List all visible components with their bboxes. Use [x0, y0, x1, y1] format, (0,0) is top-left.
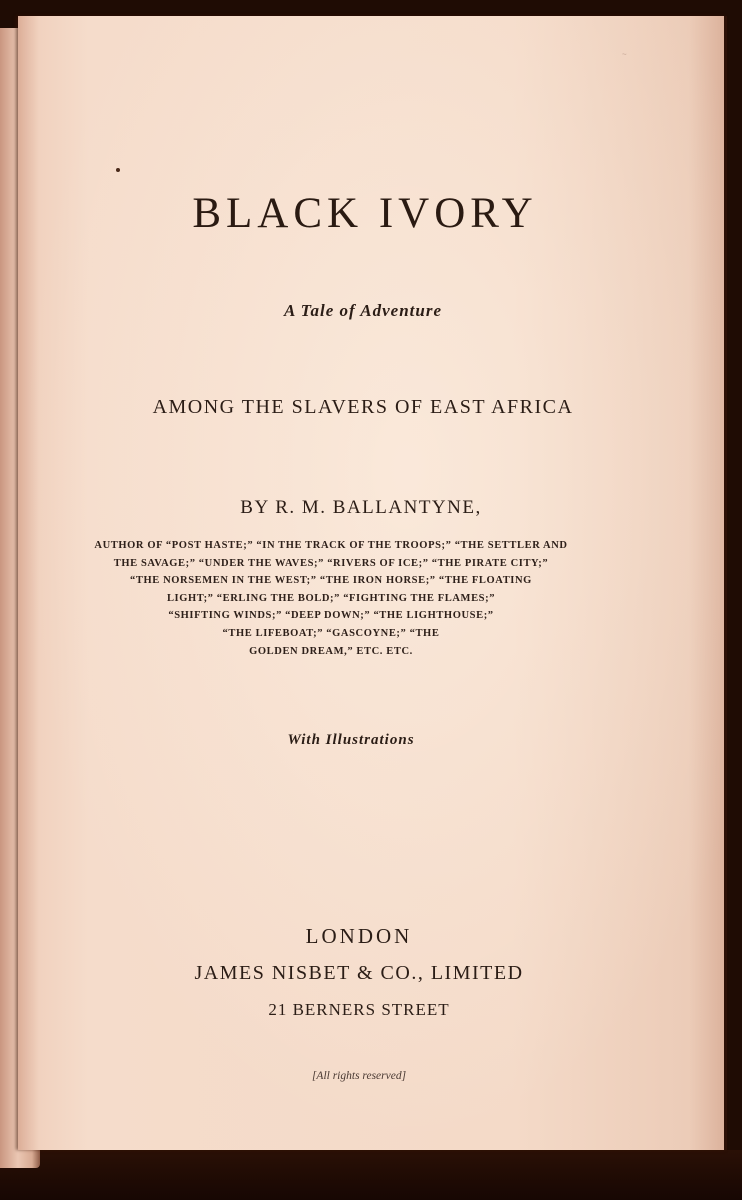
table-background [0, 1150, 742, 1200]
publisher-city: LONDON [305, 924, 413, 948]
publisher-address: 21 BERNERS STREET [268, 1000, 450, 1019]
works-line: AUTHOR OF “POST HASTE;” “IN THE TRACK OF THE TROOPS;” “THE SETTLER AND [94, 540, 568, 551]
book-title: BLACK IVORY [192, 190, 538, 237]
book-tagline: AMONG THE SLAVERS OF EAST AFRICA [152, 396, 574, 418]
pencil-mark: ~ [622, 50, 627, 59]
author-line: BY R. M. BALLANTYNE, [240, 497, 482, 518]
author-works-list [78, 537, 584, 660]
works-line: “THE LIFEBOAT;” “GASCOYNE;” “THE [222, 627, 440, 639]
title-page [18, 16, 727, 1150]
works-line: THE SAVAGE;” “UNDER THE WAVES;” “RIVERS OF ICE;” “THE PIRATE CITY;” [113, 557, 549, 569]
works-line: GOLDEN DREAM,” ETC. ETC. [249, 645, 413, 657]
works-line: LIGHT;” “ERLING THE BOLD;” “FIGHTING THE FLAMES;” [166, 592, 496, 604]
works-line: “THE NORSEMEN IN THE WEST;” “THE IRON HORSE;” “THE FLOATING [130, 575, 532, 587]
works-line: “SHIFTING WINDS;” “DEEP DOWN;” “THE LIGHTHOUSE;” [168, 610, 494, 622]
book-subtitle: A Tale of Adventure [284, 301, 442, 320]
illustrations-note: With Illustrations [287, 732, 415, 748]
ink-speck [116, 168, 120, 172]
rights-notice: [All rights reserved] [311, 1070, 407, 1082]
publisher-name: JAMES NISBET & CO., LIMITED [194, 962, 524, 984]
